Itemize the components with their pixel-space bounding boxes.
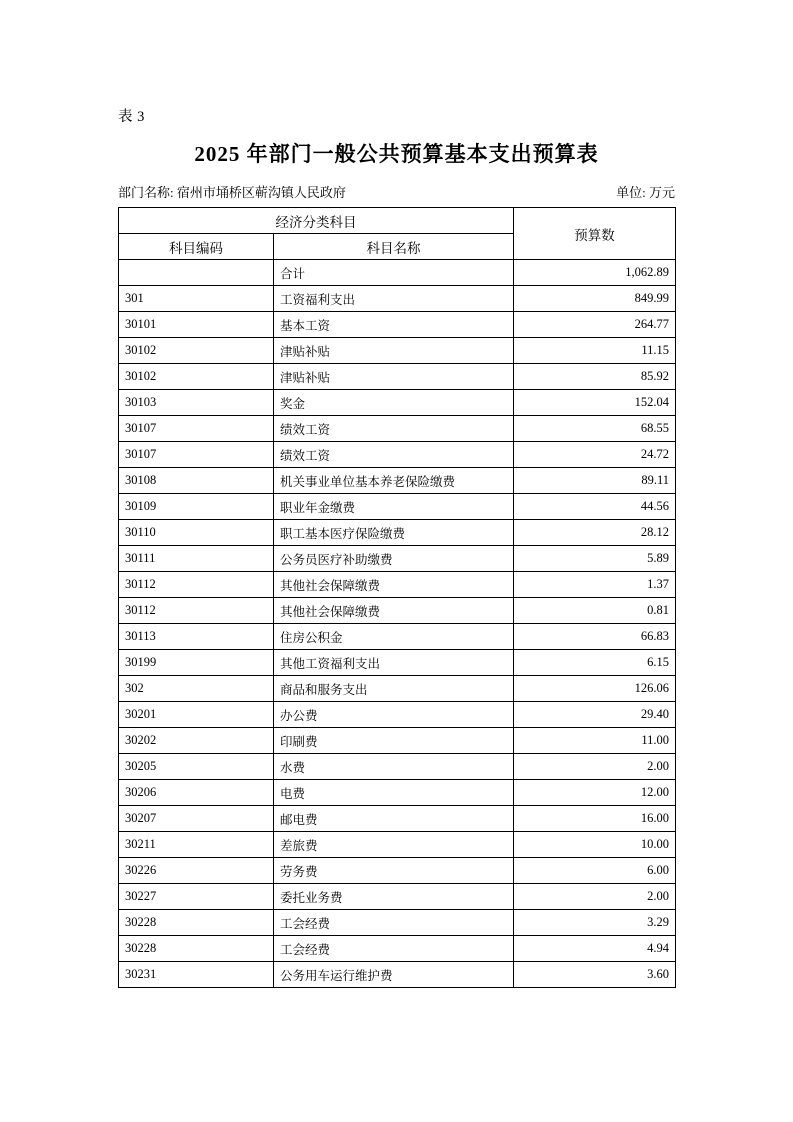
cell-budget-amount: 28.12 xyxy=(514,520,676,546)
cell-subject-code: 30228 xyxy=(119,936,274,962)
cell-budget-amount: 16.00 xyxy=(514,806,676,832)
table-row xyxy=(119,286,676,312)
cell-subject-name: 机关事业单位基本养老保险缴费 xyxy=(274,468,514,494)
cell-subject-name: 印刷费 xyxy=(274,728,514,754)
cell-subject-code: 30107 xyxy=(119,442,274,468)
document-meta xyxy=(118,182,675,201)
group-header-economic-classification: 经济分类科目 xyxy=(119,208,514,234)
cell-subject-code: 30108 xyxy=(119,468,274,494)
department-info xyxy=(118,182,346,201)
cell-subject-name: 津贴补贴 xyxy=(274,338,514,364)
cell-subject-name: 办公费 xyxy=(274,702,514,728)
cell-subject-code: 302 xyxy=(119,676,274,702)
cell-subject-name: 津贴补贴 xyxy=(274,364,514,390)
cell-budget-amount: 4.94 xyxy=(514,936,676,962)
cell-subject-name: 电费 xyxy=(274,780,514,806)
cell-subject-name: 住房公积金 xyxy=(274,624,514,650)
cell-subject-name: 商品和服务支出 xyxy=(274,676,514,702)
cell-budget-amount: 6.00 xyxy=(514,858,676,884)
cell-budget-amount: 10.00 xyxy=(514,832,676,858)
cell-budget-amount: 11.15 xyxy=(514,338,676,364)
cell-subject-code: 30202 xyxy=(119,728,274,754)
cell-budget-amount: 6.15 xyxy=(514,650,676,676)
cell-budget-amount: 68.55 xyxy=(514,416,676,442)
department-label: 部门名称: xyxy=(118,185,174,200)
table-row xyxy=(119,728,676,754)
table-row xyxy=(119,546,676,572)
cell-subject-code xyxy=(119,260,274,286)
table-row xyxy=(119,754,676,780)
sheet-label: 表 3 xyxy=(118,109,145,125)
table-row xyxy=(119,598,676,624)
cell-subject-name: 工资福利支出 xyxy=(274,286,514,312)
cell-budget-amount: 1,062.89 xyxy=(514,260,676,286)
table-row xyxy=(119,390,676,416)
cell-budget-amount: 152.04 xyxy=(514,390,676,416)
cell-subject-name: 劳务费 xyxy=(274,858,514,884)
cell-budget-amount: 85.92 xyxy=(514,364,676,390)
table-row xyxy=(119,520,676,546)
cell-subject-name: 基本工资 xyxy=(274,312,514,338)
cell-budget-amount: 66.83 xyxy=(514,624,676,650)
cell-budget-amount: 44.56 xyxy=(514,494,676,520)
cell-subject-name: 其他工资福利支出 xyxy=(274,650,514,676)
cell-subject-code: 30211 xyxy=(119,832,274,858)
cell-budget-amount: 3.60 xyxy=(514,962,676,988)
cell-subject-name: 奖金 xyxy=(274,390,514,416)
cell-subject-name: 其他社会保障缴费 xyxy=(274,598,514,624)
department-name: 宿州市埇桥区蕲沟镇人民政府 xyxy=(176,185,346,200)
cell-subject-name: 工会经费 xyxy=(274,936,514,962)
cell-budget-amount: 3.29 xyxy=(514,910,676,936)
cell-subject-name: 公务员医疗补助缴费 xyxy=(274,546,514,572)
cell-subject-code: 30101 xyxy=(119,312,274,338)
table-row xyxy=(119,858,676,884)
table-row xyxy=(119,416,676,442)
cell-budget-amount: 89.11 xyxy=(514,468,676,494)
table-header-group-row xyxy=(119,208,676,234)
cell-subject-code: 30206 xyxy=(119,780,274,806)
table-row xyxy=(119,572,676,598)
table-row xyxy=(119,494,676,520)
cell-subject-name: 公务用车运行维护费 xyxy=(274,962,514,988)
table-row xyxy=(119,312,676,338)
table-row xyxy=(119,650,676,676)
cell-subject-code: 30227 xyxy=(119,884,274,910)
cell-budget-amount: 29.40 xyxy=(514,702,676,728)
budget-table xyxy=(118,207,676,988)
cell-subject-code: 301 xyxy=(119,286,274,312)
table-row xyxy=(119,260,676,286)
table-row xyxy=(119,676,676,702)
cell-subject-name: 绩效工资 xyxy=(274,442,514,468)
cell-subject-code: 30113 xyxy=(119,624,274,650)
table-row xyxy=(119,442,676,468)
cell-subject-code: 30201 xyxy=(119,702,274,728)
table-body xyxy=(119,260,676,988)
cell-budget-amount: 1.37 xyxy=(514,572,676,598)
cell-subject-code: 30110 xyxy=(119,520,274,546)
cell-subject-code: 30102 xyxy=(119,338,274,364)
table-row xyxy=(119,780,676,806)
cell-subject-name: 工会经费 xyxy=(274,910,514,936)
cell-subject-code: 30112 xyxy=(119,598,274,624)
cell-subject-name: 绩效工资 xyxy=(274,416,514,442)
cell-budget-amount: 2.00 xyxy=(514,754,676,780)
column-header-amount: 预算数 xyxy=(514,208,676,260)
table-row xyxy=(119,338,676,364)
table-row xyxy=(119,936,676,962)
cell-subject-code: 30207 xyxy=(119,806,274,832)
table-row xyxy=(119,624,676,650)
cell-budget-amount: 849.99 xyxy=(514,286,676,312)
column-header-name: 科目名称 xyxy=(274,234,514,260)
cell-subject-name: 职业年金缴费 xyxy=(274,494,514,520)
column-header-code: 科目编码 xyxy=(119,234,274,260)
cell-subject-code: 30103 xyxy=(119,390,274,416)
cell-subject-code: 30226 xyxy=(119,858,274,884)
table-row xyxy=(119,884,676,910)
cell-subject-name: 委托业务费 xyxy=(274,884,514,910)
cell-budget-amount: 2.00 xyxy=(514,884,676,910)
table-row xyxy=(119,910,676,936)
cell-budget-amount: 5.89 xyxy=(514,546,676,572)
table-row xyxy=(119,832,676,858)
cell-subject-name: 合计 xyxy=(274,260,514,286)
cell-subject-code: 30205 xyxy=(119,754,274,780)
cell-subject-name: 差旅费 xyxy=(274,832,514,858)
cell-subject-name: 邮电费 xyxy=(274,806,514,832)
table-row xyxy=(119,962,676,988)
cell-subject-code: 30109 xyxy=(119,494,274,520)
cell-budget-amount: 12.00 xyxy=(514,780,676,806)
cell-subject-code: 30102 xyxy=(119,364,274,390)
table-row xyxy=(119,364,676,390)
cell-subject-code: 30199 xyxy=(119,650,274,676)
table-row xyxy=(119,468,676,494)
cell-budget-amount: 11.00 xyxy=(514,728,676,754)
cell-subject-code: 30231 xyxy=(119,962,274,988)
cell-budget-amount: 264.77 xyxy=(514,312,676,338)
cell-subject-name: 职工基本医疗保险缴费 xyxy=(274,520,514,546)
page-title: 2025 年部门一般公共预算基本支出预算表 xyxy=(194,142,599,166)
table-row xyxy=(119,702,676,728)
cell-subject-code: 30107 xyxy=(119,416,274,442)
cell-subject-name: 其他社会保障缴费 xyxy=(274,572,514,598)
cell-subject-code: 30112 xyxy=(119,572,274,598)
cell-budget-amount: 126.06 xyxy=(514,676,676,702)
cell-subject-code: 30228 xyxy=(119,910,274,936)
cell-budget-amount: 0.81 xyxy=(514,598,676,624)
table-head xyxy=(119,208,676,260)
table-row xyxy=(119,806,676,832)
cell-subject-name: 水费 xyxy=(274,754,514,780)
cell-budget-amount: 24.72 xyxy=(514,442,676,468)
cell-subject-code: 30111 xyxy=(119,546,274,572)
unit-label: 单位: 万元 xyxy=(616,185,675,200)
